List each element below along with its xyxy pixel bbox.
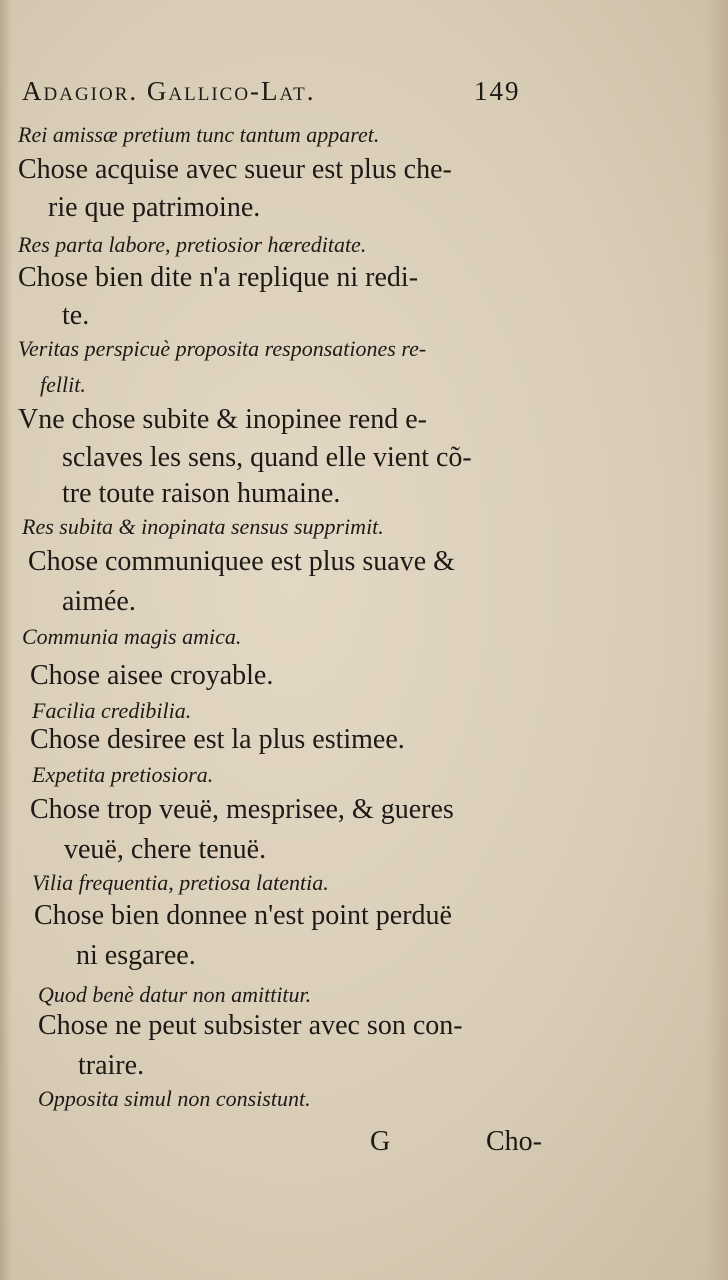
- french-proverb-cont: veuë, chere tenuë.: [64, 834, 267, 865]
- latin-proverb: Expetita pretiosiora.: [32, 762, 214, 787]
- french-proverb: Chose communiquee est plus suave &: [28, 546, 455, 577]
- french-proverb: Vne chose subite & inopinee rend e-: [18, 404, 427, 435]
- latin-proverb: Res subita & inopinata sensus supprimit.: [22, 514, 384, 539]
- latin-proverb-cont: fellit.: [40, 372, 86, 397]
- french-proverb-cont: ni esgaree.: [76, 940, 196, 971]
- catchword: Cho-: [486, 1126, 542, 1157]
- page-shadow-left: [0, 0, 12, 1280]
- page-number: 149: [474, 76, 521, 106]
- french-proverb-cont: aimée.: [62, 586, 136, 617]
- french-proverb-cont: traire.: [78, 1050, 145, 1081]
- latin-proverb: Rei amissæ pretium tunc tantum apparet.: [18, 122, 380, 147]
- running-title: Adagior. Gallico-Lat.: [22, 76, 316, 106]
- french-proverb-cont: te.: [62, 300, 90, 331]
- latin-proverb: Res parta labore, pretiosior hæreditate.: [18, 232, 367, 257]
- signature-mark: G: [370, 1126, 391, 1157]
- french-proverb: Chose acquise avec sueur est plus che-: [18, 154, 452, 185]
- running-header: [22, 76, 542, 116]
- french-proverb: Chose ne peut subsister avec son con-: [38, 1010, 463, 1041]
- page-shadow-right: [706, 0, 728, 1280]
- latin-proverb: Facilia credibilia.: [32, 698, 192, 723]
- latin-proverb: Quod benè datur non amittitur.: [38, 982, 312, 1007]
- french-proverb: Chose trop veuë, mesprisee, & gueres: [30, 794, 454, 825]
- latin-proverb: Communia magis amica.: [22, 624, 242, 649]
- french-proverb-cont: rie que patrimoine.: [48, 192, 261, 223]
- french-proverb: Chose bien donnee n'est point perduë: [34, 900, 452, 931]
- french-proverb: Chose aisee croyable.: [30, 660, 274, 691]
- french-proverb-cont: tre toute raison humaine.: [62, 478, 341, 509]
- latin-proverb: Veritas perspicuè proposita responsationes re-: [18, 336, 427, 361]
- french-proverb: Chose desiree est la plus estimee.: [30, 724, 405, 755]
- french-proverb-cont: sclaves les sens, quand elle vient cõ-: [62, 442, 472, 473]
- latin-proverb: Opposita simul non consistunt.: [38, 1086, 311, 1111]
- latin-proverb: Vilia frequentia, pretiosa latentia.: [32, 870, 329, 895]
- french-proverb: Chose bien dite n'a replique ni redi-: [18, 262, 419, 293]
